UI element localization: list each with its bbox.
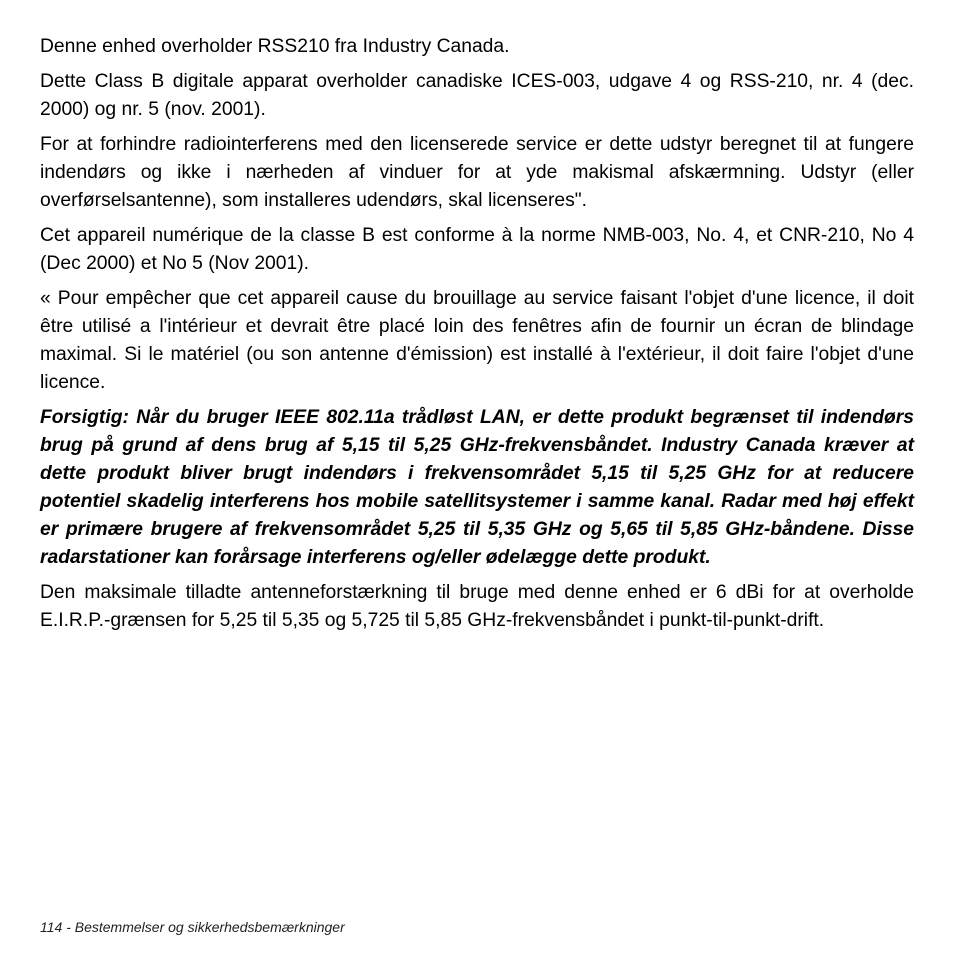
paragraph-ices003: Dette Class B digitale apparat overholder canadiske ICES-003, udgave 4 og RSS-210, nr. 4 (dec. 2000) og nr. 5 (nov. 2001). bbox=[40, 71, 914, 120]
paragraph-caution-wlan: Forsigtig: Når du bruger IEEE 802.11a trådløst LAN, er dette produkt begrænset til indendørs brug på grund af dens brug af 5,15 til 5,25 GHz-frekvensbåndet. Industry Canada kræver at dette produkt bliver brugt indendørs i frekvensområdet 5,15 til 5,25 GHz for at reducere potentiel skadelig interferens hos mobile satellitsystemer i samme kanal. Radar med høj effekt er primære brugere af frekvensområdet 5,25 til 5,35 GHz og 5,65 til 5,85 GHz-båndene. Disse radarstationer kan forårsage interferens og/eller ødelægge dette produkt. bbox=[40, 407, 914, 568]
paragraph-antenna-gain: Den maksimale tilladte antenneforstærkning til bruge med denne enhed er 6 dBi for at overholde E.I.R.P.-grænsen for 5,25 til 5,35 og 5,725 til 5,85 GHz-frekvensbåndet i punkt-til-punkt-drift. bbox=[40, 582, 914, 631]
paragraph-rss210: Denne enhed overholder RSS210 fra Industry Canada. bbox=[40, 36, 510, 57]
paragraph-brouillage-fr: « Pour empêcher que cet appareil cause du brouillage au service faisant l'objet d'une licence, il doit être utilisé a l'intérieur et devrait être placé loin des fenêtres afin de fournir un écran de blindage maximal. Si le matériel (ou son antenne d'émission) est installé à l'extérieur, il doit faire l'objet d'une licence. bbox=[40, 288, 914, 393]
page-footer: 114 - Bestemmelser og sikkerhedsbemærkninger bbox=[40, 919, 345, 935]
paragraph-radio-interference-da: For at forhindre radiointerferens med den licenserede service er dette udstyr beregnet til at fungere indendørs og ikke i nærheden af vinduer for at yde makismal afskærmning. Udstyr (eller overførselsantenne), som installeres udendørs, skal licenseres". bbox=[40, 134, 914, 211]
document-body bbox=[40, 33, 914, 642]
paragraph-nmb003-fr: Cet appareil numérique de la classe B est conforme à la norme NMB-003, No. 4, et CNR-210, No 4 (Dec 2000) et No 5 (Nov 2001). bbox=[40, 225, 914, 274]
